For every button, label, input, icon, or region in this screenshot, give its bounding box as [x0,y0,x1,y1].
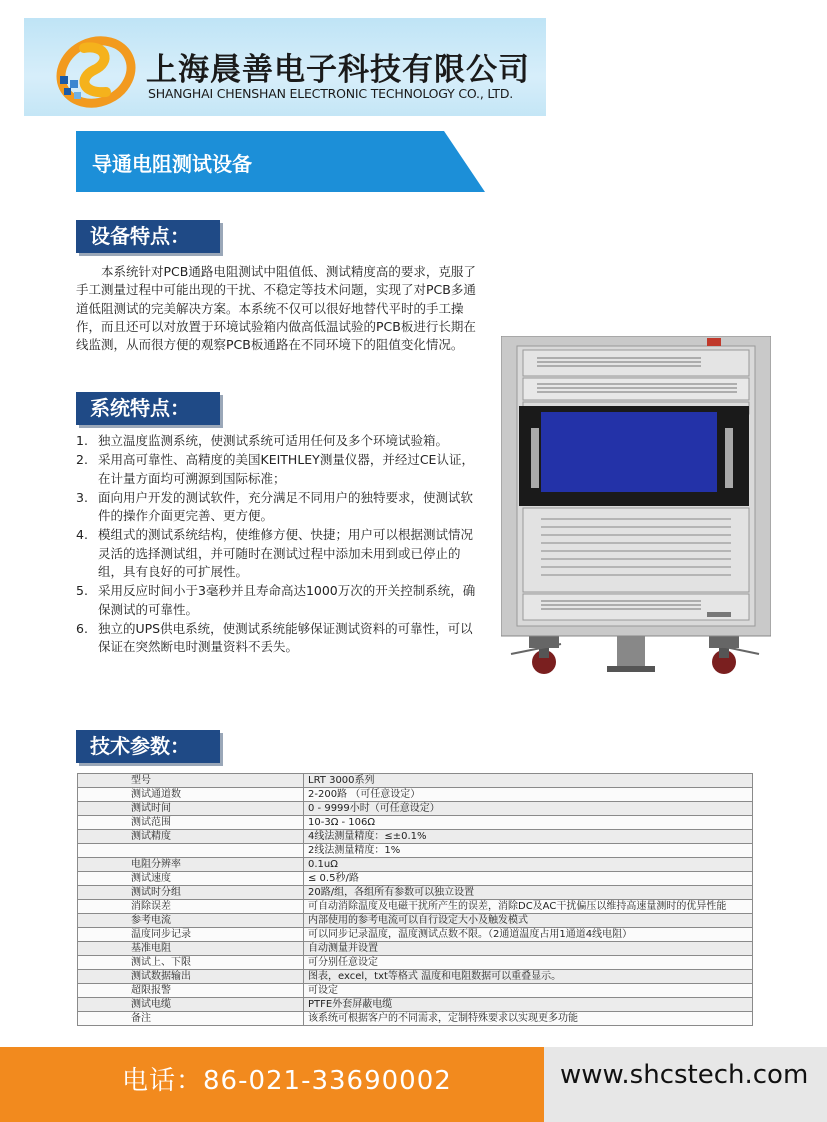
spec-key: 测试电缆 [78,998,304,1012]
spec-key: 测试时分组 [78,886,304,900]
page-title: 导通电阻测试设备 [92,152,252,176]
company-logo-icon [54,28,138,112]
table-row [78,942,753,956]
spec-value: 内部使用的参考电流可以自行设定大小及触发模式 [304,914,753,928]
spec-key: 测试时间 [78,802,304,816]
spec-key: 超限报警 [78,984,304,998]
spec-key [78,844,304,858]
table-row [78,914,753,928]
features-paragraph [76,263,476,354]
spec-value: 该系统可根据客户的不同需求，定制特殊要求以实现更多功能 [304,1012,753,1026]
spec-value: 自动测量并设置 [304,942,753,956]
company-name-en: SHANGHAI CHENSHAN ELECTRONIC TECHNOLOGY CO., LTD. [148,86,514,101]
table-row [78,956,753,970]
table-row [78,1012,753,1026]
spec-value: 2-200路 （可任意设定） [304,788,753,802]
equipment-photo [501,336,771,684]
features-heading: 设备特点： [76,220,220,253]
table-row [78,928,753,942]
list-item: 6. 独立的UPS供电系统，使测试系统能够保证测试资料的可靠性，可以保证在突然断电时测量资料不丢失。 [76,620,473,655]
company-name-cn: 上海晨善电子科技有限公司 [146,52,530,88]
phone-number: 电话：86-021-33690002 [122,1066,452,1096]
spec-value: 图表，excel，txt等格式 温度和电阻数据可以重叠显示。 [304,970,753,984]
table-row [78,774,753,788]
spec-key: 备注 [78,1012,304,1026]
spec-value: 0 - 9999小时（可任意设定） [304,802,753,816]
website-link[interactable]: www.shcstech.com [560,1060,809,1090]
spec-key: 基准电阻 [78,942,304,956]
spec-key: 测试通道数 [78,788,304,802]
spec-value: 可自动消除温度及电磁干扰所产生的误差，消除DC及AC干扰偏压以维持高速量测时的优异性能 [304,900,753,914]
spec-value: 可分别任意设定 [304,956,753,970]
table-row [78,830,753,844]
list-item: 5. 采用反应时间小于3毫秒并且寿命高达1000万次的开关控制系统，确保测试的可靠性。 [76,583,476,617]
spec-table [77,773,753,1026]
spec-key: 温度同步记录 [78,928,304,942]
spec-key: 消除误差 [78,900,304,914]
spec-value: 可设定 [304,984,753,998]
table-row [78,858,753,872]
spec-key: 测试速度 [78,872,304,886]
list-item: 2. 采用高可靠性、高精度的美国KEITHLEY测量仪器，并经过CE认证，在计量方面均可溯源到国际标准； [76,452,474,486]
table-row [78,788,753,802]
tech-heading: 技术参数： [76,730,220,763]
spec-value: 10-3Ω - 106Ω [304,816,753,830]
spec-value: 0.1uΩ [304,858,753,872]
spec-value: 4线法测量精度：≤±0.1% [304,830,753,844]
company-header [24,18,546,116]
system-heading: 系统特点： [76,392,220,425]
features-text: 本系统针对PCB通路电阻测试中阻值低、测试精度高的要求，克服了手工测量过程中可能出现的干扰、不稳定等技术问题，实现了对PCB多通道低阻测试的完美解决方案。本系统不仅可以很好地替代平时的手工操作，而且还可以对放置于环境试验箱内做高低温试验的PCB板进行长期在线监测，从而很方便的观察PCB板通路在不同环境下的阻值变化情况。 [76,264,476,353]
spec-key: 参考电流 [78,914,304,928]
spec-key: 测试精度 [78,830,304,844]
table-row [78,998,753,1012]
system-feature-list [76,432,476,658]
spec-value: 20路/组，各组所有参数可以独立设置 [304,886,753,900]
table-row [78,844,753,858]
list-item: 3. 面向用户开发的测试软件，充分满足不同用户的独特要求，使测试软件的操作介面更完善、更方便。 [76,489,474,524]
list-item: 1. 独立温度监测系统，使测试系统可适用任何及多个环境试验箱。 [76,433,449,448]
table-row [78,984,753,998]
spec-key: 测试范围 [78,816,304,830]
spec-key: 测试数据输出 [78,970,304,984]
spec-key: 型号 [78,774,304,788]
table-row [78,900,753,914]
table-row [78,802,753,816]
spec-value: ≤ 0.5秒/路 [304,872,753,886]
spec-value: 2线法测量精度：1% [304,844,753,858]
table-row [78,886,753,900]
list-item: 4. 模组式的测试系统结构，使维修方便、快捷；用户可以根据测试情况灵活的选择测试组，并可随时在测试过程中添加未用到或已停止的组，具有良好的可扩展性。 [76,527,474,580]
table-row [78,872,753,886]
spec-key: 测试上、下限 [78,956,304,970]
spec-key: 电阻分辨率 [78,858,304,872]
spec-value: PTFE外套屏蔽电缆 [304,998,753,1012]
spec-value: LRT 3000系列 [304,774,753,788]
table-row [78,816,753,830]
table-row [78,970,753,984]
spec-value: 可以同步记录温度，温度测试点数不限。（2通道温度占用1通道4线电阻） [304,928,753,942]
